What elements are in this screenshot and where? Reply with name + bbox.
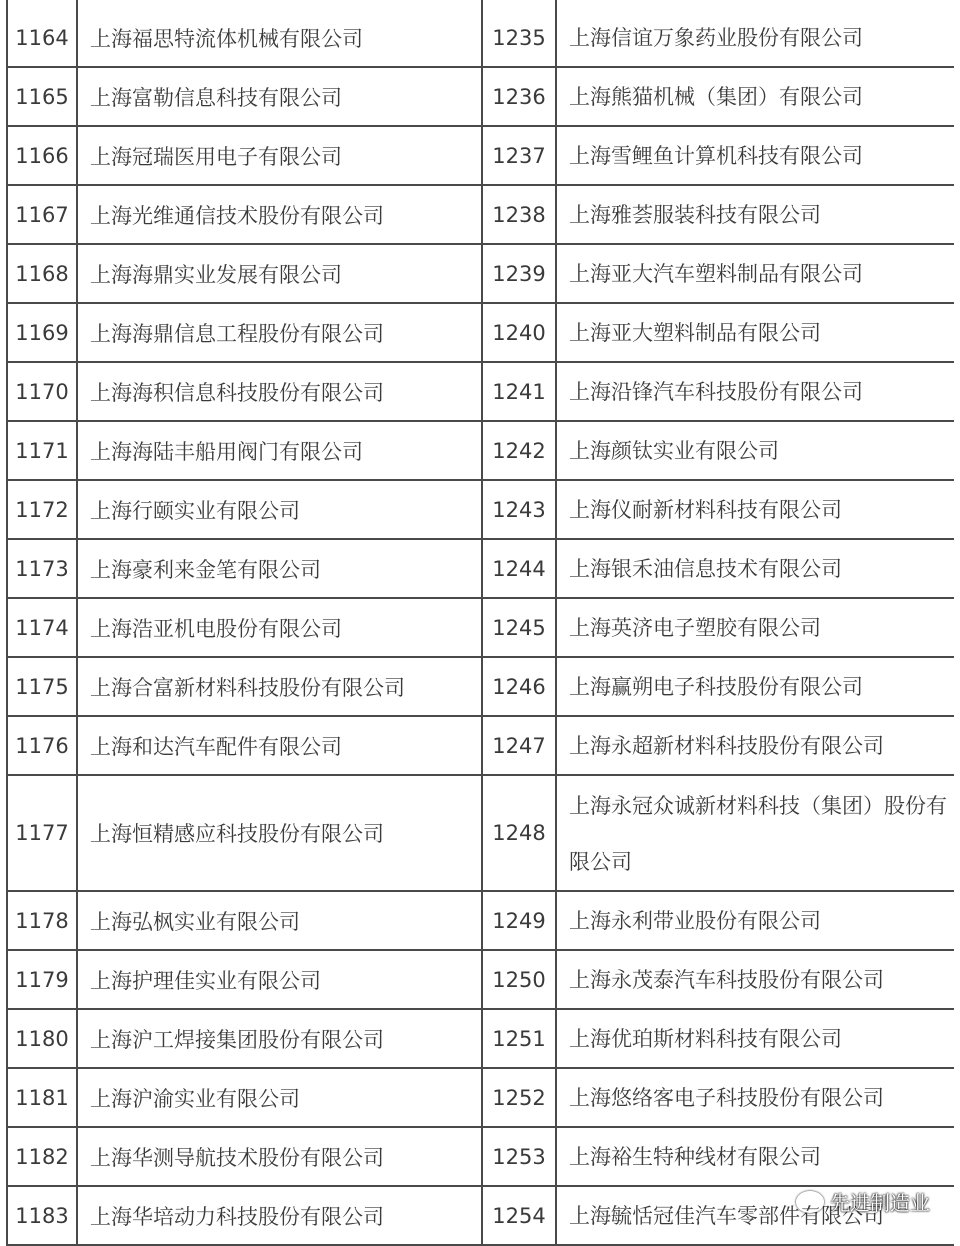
company-name-right: 上海悠络客电子科技股份有限公司 (569, 1085, 884, 1110)
company-name-right: 上海雅荟服装科技有限公司 (569, 202, 821, 227)
company-name-right: 上海熊猫机械（集团）有限公司 (569, 84, 863, 109)
company-name-left: 上海海陆丰船用阀门有限公司 (78, 422, 483, 479)
company-name-left: 上海海鼎实业发展有限公司 (78, 245, 483, 302)
row-number-left: 1173 (6, 540, 78, 597)
company-name-right: 上海沿锋汽车科技股份有限公司 (569, 379, 863, 404)
row-number-right: 1238 (483, 186, 557, 243)
row-number-left: 1176 (6, 717, 78, 774)
company-name-right: 上海英济电子塑胶有限公司 (569, 615, 821, 640)
row-number-left: 1169 (6, 304, 78, 361)
watermark-text: 先进制造业 (830, 1191, 930, 1215)
row-number-left: 1165 (6, 68, 78, 125)
company-name-left: 上海合富新材料科技股份有限公司 (78, 658, 483, 715)
table-row (6, 717, 954, 776)
company-name-right: 上海裕生特种线材有限公司 (569, 1144, 821, 1169)
company-name-right: 上海永冠众诚新材料科技（集团）股份有限公司 (569, 794, 947, 874)
company-name-right: 上海仪耐新材料科技有限公司 (569, 497, 842, 522)
row-number-left: 1166 (6, 127, 78, 184)
company-name-left: 上海沪工焊接集团股份有限公司 (78, 1010, 483, 1067)
row-number-right: 1239 (483, 245, 557, 302)
company-name-left: 上海浩亚机电股份有限公司 (78, 599, 483, 656)
wechat-icon (796, 1191, 824, 1213)
row-number-right: 1252 (483, 1069, 557, 1126)
row-number-left: 1179 (6, 951, 78, 1008)
company-name-right: 上海永利带业股份有限公司 (569, 908, 821, 933)
table-row (6, 599, 954, 658)
table-row (6, 68, 954, 127)
company-name-left: 上海豪利来金笔有限公司 (78, 540, 483, 597)
company-name-left: 上海华培动力科技股份有限公司 (78, 1187, 483, 1244)
company-name-left: 上海和达汽车配件有限公司 (78, 717, 483, 774)
row-number-right: 1242 (483, 422, 557, 479)
row-number-right: 1244 (483, 540, 557, 597)
table-row (6, 0, 954, 68)
table-row (6, 951, 954, 1010)
row-number-right: 1251 (483, 1010, 557, 1067)
table-row (6, 658, 954, 717)
table-row (6, 304, 954, 363)
row-number-left: 1178 (6, 892, 78, 949)
company-name-left: 上海冠瑞医用电子有限公司 (78, 127, 483, 184)
row-number-left: 1183 (6, 1187, 78, 1244)
row-number-left: 1167 (6, 186, 78, 243)
company-name-left: 上海护理佳实业有限公司 (78, 951, 483, 1008)
company-name-right: 上海颜钛实业有限公司 (569, 438, 779, 463)
row-number-right: 1247 (483, 717, 557, 774)
company-name-right: 上海银禾油信息技术有限公司 (569, 556, 842, 581)
row-number-right: 1250 (483, 951, 557, 1008)
company-name-left: 上海福思特流体机械有限公司 (78, 0, 483, 66)
row-number-right: 1253 (483, 1128, 557, 1185)
row-number-left: 1175 (6, 658, 78, 715)
row-number-left: 1171 (6, 422, 78, 479)
company-name-left: 上海行颐实业有限公司 (78, 481, 483, 538)
company-name-left: 上海海鼎信息工程股份有限公司 (78, 304, 483, 361)
row-number-right: 1235 (483, 0, 557, 66)
watermark (796, 1187, 930, 1216)
company-name-right: 上海永茂泰汽车科技股份有限公司 (569, 967, 884, 992)
table-row (6, 186, 954, 245)
company-name-left: 上海华测导航技术股份有限公司 (78, 1128, 483, 1185)
table-row (6, 776, 954, 892)
table-row (6, 363, 954, 422)
table-row (6, 481, 954, 540)
company-name-right: 上海雪鲤鱼计算机科技有限公司 (569, 143, 863, 168)
company-name-right: 上海信谊万象药业股份有限公司 (569, 26, 863, 50)
row-number-left: 1172 (6, 481, 78, 538)
company-name-left: 上海海积信息科技股份有限公司 (78, 363, 483, 420)
table-row (6, 892, 954, 951)
company-name-left: 上海沪渝实业有限公司 (78, 1069, 483, 1126)
company-name-left: 上海光维通信技术股份有限公司 (78, 186, 483, 243)
row-number-left: 1174 (6, 599, 78, 656)
company-name-right: 上海永超新材料科技股份有限公司 (569, 733, 884, 758)
table-row (6, 1010, 954, 1069)
table-row (6, 1128, 954, 1187)
table-row (6, 1069, 954, 1128)
row-number-right: 1236 (483, 68, 557, 125)
company-name-right: 上海赢朔电子科技股份有限公司 (569, 674, 863, 699)
row-number-right: 1249 (483, 892, 557, 949)
row-number-right: 1240 (483, 304, 557, 361)
company-name-right: 上海亚大塑料制品有限公司 (569, 320, 821, 345)
company-name-right: 上海毓恬冠佳汽车零部件有限公司 (569, 1203, 884, 1228)
row-number-left: 1182 (6, 1128, 78, 1185)
row-number-left: 1170 (6, 363, 78, 420)
row-number-left: 1180 (6, 1010, 78, 1067)
row-number-right: 1248 (483, 776, 557, 890)
row-number-left: 1181 (6, 1069, 78, 1126)
row-number-left: 1168 (6, 245, 78, 302)
row-number-right: 1243 (483, 481, 557, 538)
company-table (6, 0, 954, 1246)
row-number-right: 1254 (483, 1187, 557, 1244)
company-name-left: 上海恒精感应科技股份有限公司 (78, 776, 483, 890)
company-name-right: 上海亚大汽车塑料制品有限公司 (569, 261, 863, 286)
row-number-right: 1245 (483, 599, 557, 656)
row-number-left: 1164 (6, 0, 78, 66)
table-row (6, 245, 954, 304)
row-number-right: 1237 (483, 127, 557, 184)
row-number-left: 1177 (6, 776, 78, 890)
row-number-right: 1241 (483, 363, 557, 420)
table-row (6, 422, 954, 481)
table-row (6, 127, 954, 186)
table-row (6, 540, 954, 599)
company-name-left: 上海弘枫实业有限公司 (78, 892, 483, 949)
company-name-left: 上海富勒信息科技有限公司 (78, 68, 483, 125)
company-name-right: 上海优珀斯材料科技有限公司 (569, 1026, 842, 1051)
row-number-right: 1246 (483, 658, 557, 715)
